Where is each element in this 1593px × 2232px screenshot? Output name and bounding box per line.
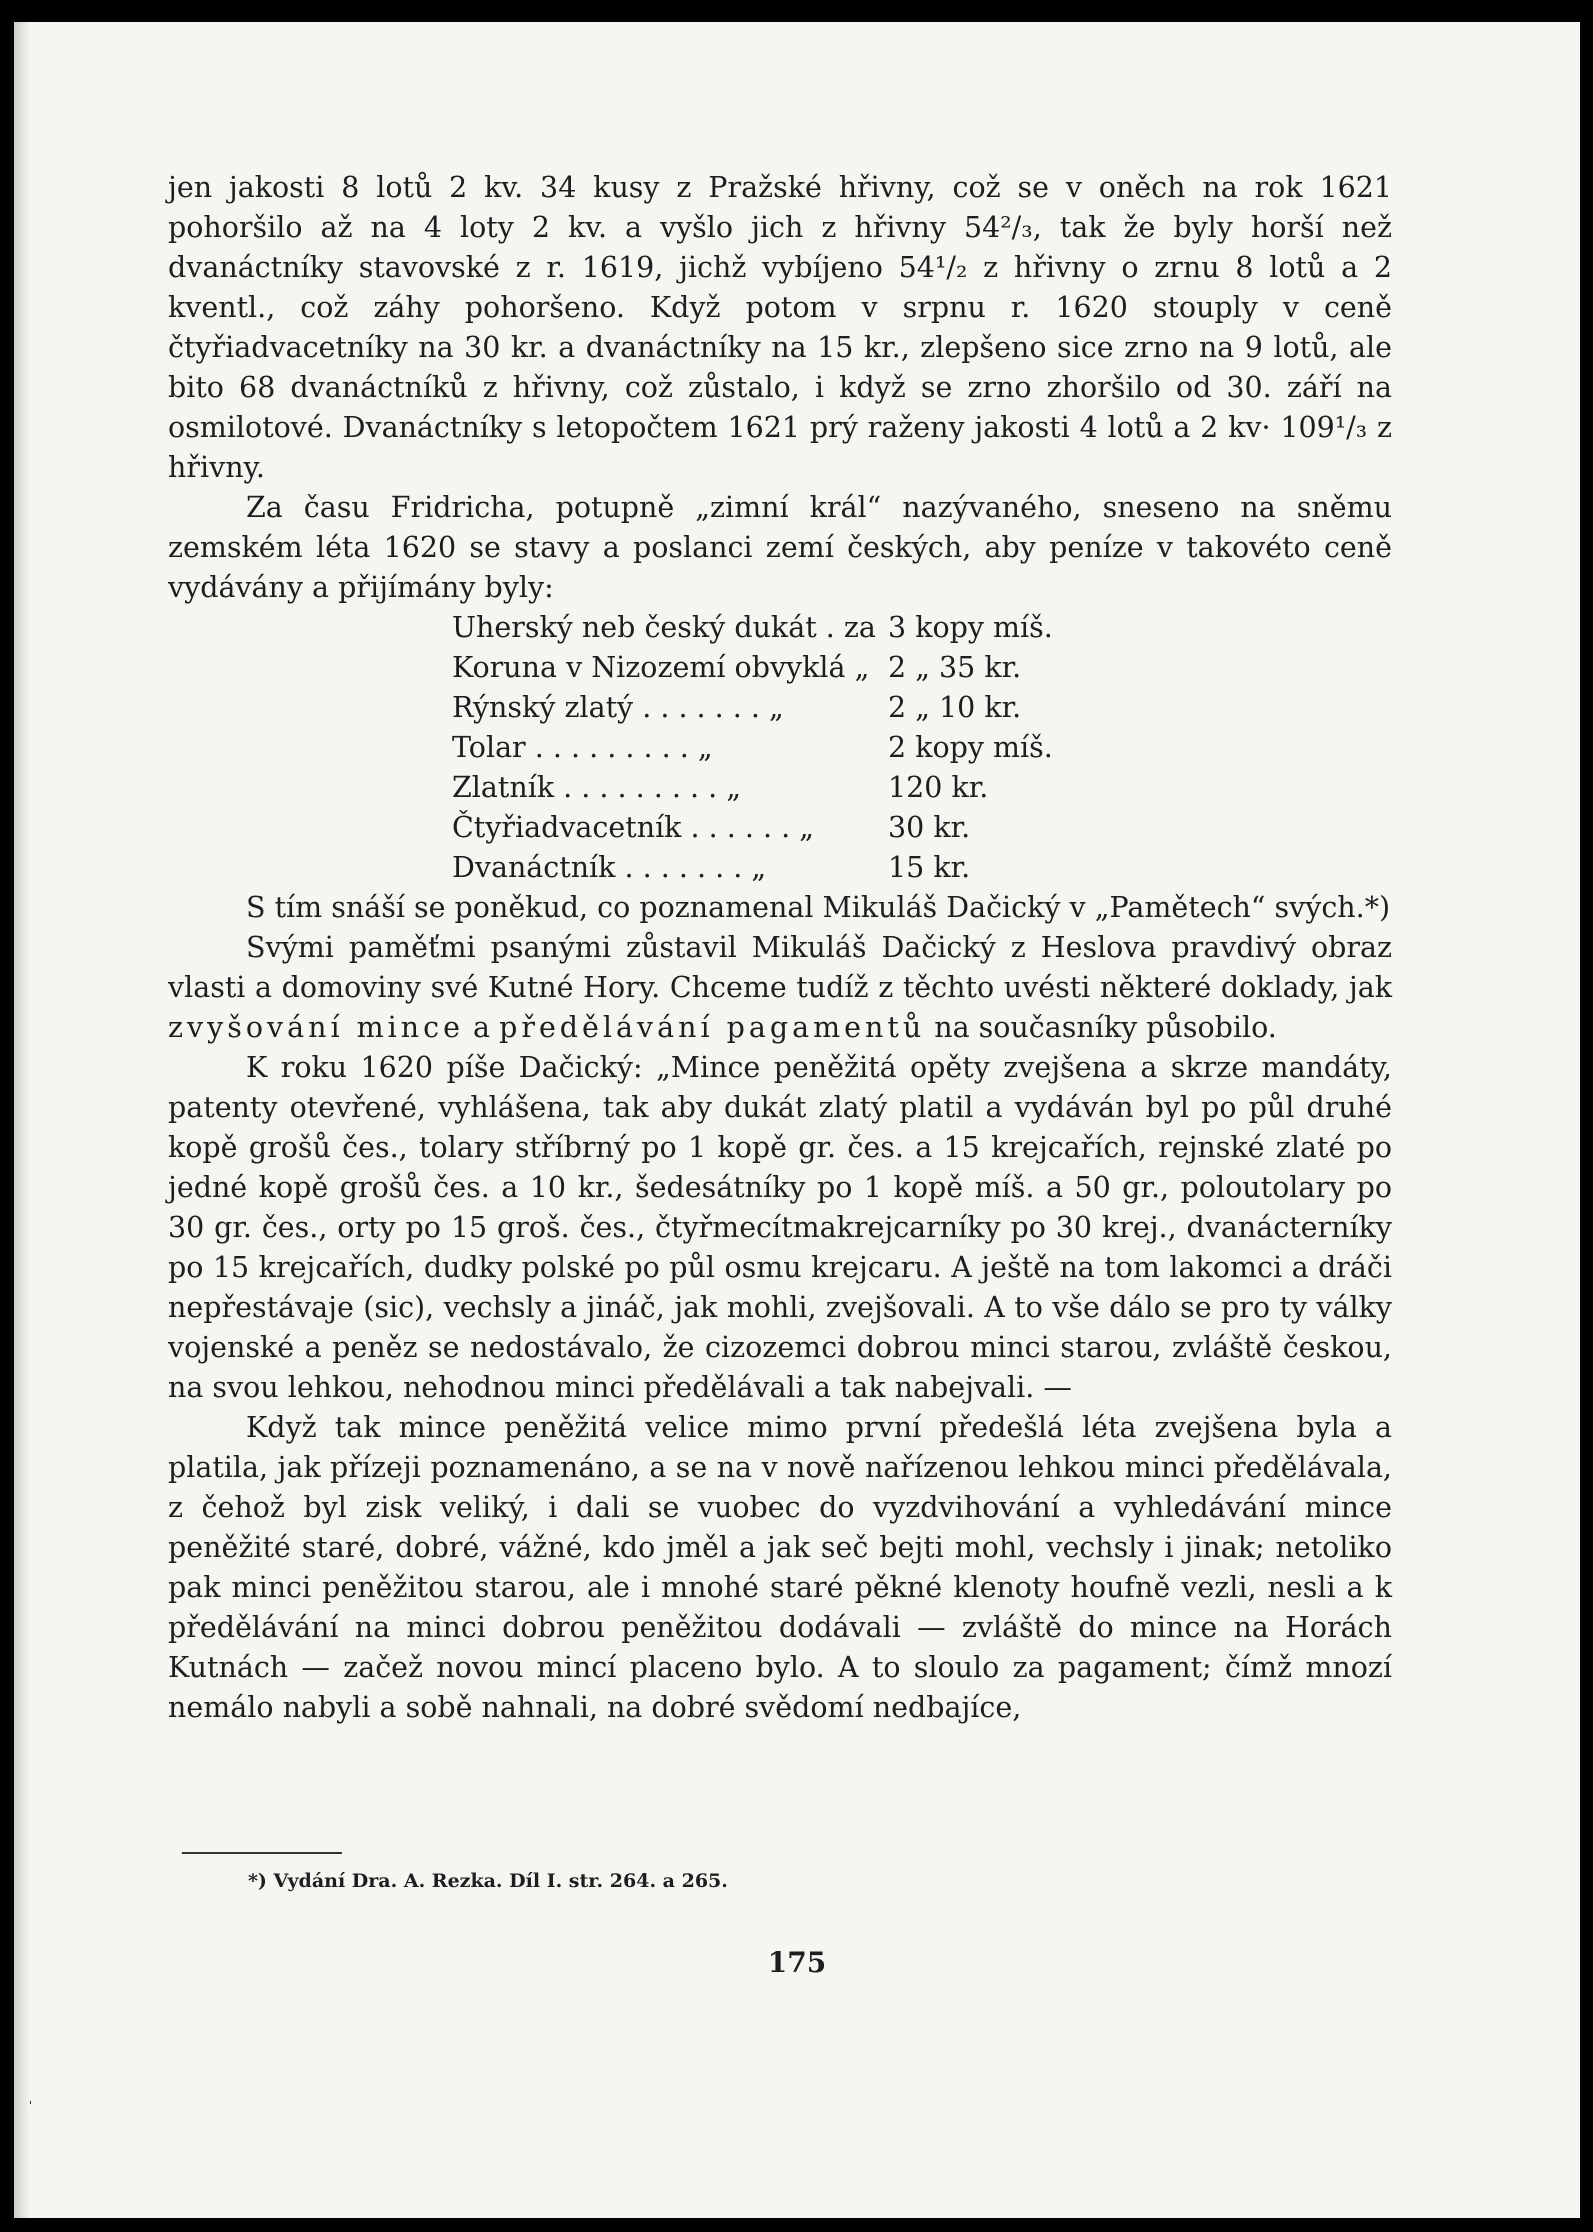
paragraph-memoirs	[168, 928, 1392, 1048]
price-row	[452, 768, 1053, 808]
paragraph-year-1620: K roku 1620 píše Dačický: „Mince peněžitá opěty zvejšena a skrze mandáty, patenty otevřené, vyhlášena, tak aby dukát zlatý platil a vydáván byl po půl druhé kopě grošů čes., tolary stříbrný po 1 kopě gr. čes. a 15 krejcařích, rejnské zlaté po jedné kopě grošů čes. a 10 kr., šedesátníky po 1 kopě míš. a 50 gr., poloutolary po 30 gr. čes., orty po 15 groš. čes., čtyřmecítmakrejcarníky po 30 krej., dvanácterníky po 15 krejcařích, dudky polské po půl osmu krejcaru. A ještě na tom lakomci a dráči nepřestávaje (sic), vechsly a jináč, jak mohli, zvejšovali. A to vše dálo se pro ty války vojenské a peněz se nedostávalo, že cizozemci dobrou minci starou, zvláště českou, na svou lehkou, nehodnou minci předělávali a tak nabejvali. —	[168, 1051, 1392, 1404]
book-page	[14, 22, 1580, 2218]
price-value: 120 kr.	[888, 771, 989, 804]
price-item: Uherský neb český dukát . za	[452, 611, 876, 644]
price-item: Čtyřiadvacetník . . . . . . „	[452, 811, 814, 844]
price-item: Rýnský zlatý . . . . . . . „	[452, 691, 784, 724]
price-table	[452, 608, 1053, 888]
footnote-rule	[182, 1852, 342, 1854]
page-number: 175	[767, 1946, 827, 1979]
price-item: Tolar . . . . . . . . . „	[452, 731, 713, 764]
price-value: 3 kopy míš.	[888, 611, 1053, 644]
price-item: Dvanáctník . . . . . . . „	[452, 851, 767, 884]
page-spine-shadow	[14, 22, 30, 2218]
memoirs-spaced-term-2: předělávání pagamentů	[499, 1011, 926, 1044]
price-value: 2 kopy míš.	[888, 731, 1053, 764]
price-value: 15 kr.	[888, 851, 971, 884]
price-value: 30 kr.	[888, 811, 971, 844]
price-row	[452, 848, 1053, 888]
body-text	[168, 168, 1392, 1728]
price-item: Koruna v Nizozemí obvyklá „	[452, 651, 870, 684]
memoirs-text-after: na současníky působilo.	[925, 1011, 1277, 1044]
price-value: 2 „ 35 kr.	[888, 651, 1022, 684]
price-value: 2 „ 10 kr.	[888, 691, 1022, 724]
price-row	[452, 688, 1053, 728]
memoirs-spaced-term-1: zvyšování mince	[168, 1011, 464, 1044]
price-row	[452, 608, 1053, 648]
paragraph-dacicky-reference: S tím snáší se poněkud, co poznamenal Mikuláš Dačický v „Pamětech“ svých.*)	[246, 891, 1391, 924]
paragraph-fridrich-decree: Za času Fridricha, potupně „zimní král“ nazývaného, sneseno na sněmu zemském léta 1620 se stavy a poslanci zemí českých, aby peníze v takovéto ceně vydávány a přijímány byly:	[168, 491, 1392, 604]
price-row	[452, 808, 1053, 848]
footnote: *) Vydání Dra. A. Rezka. Díl I. str. 264. a 265.	[248, 1870, 728, 1892]
memoirs-text-middle: a	[463, 1011, 500, 1044]
memoirs-text-before: Svými paměťmi psanými zůstavil Mikuláš Dačický z Heslova pravdivý obraz vlasti a domoviny své Kutné Hory. Chceme tudíž z těchto uvésti některé doklady, jak	[168, 931, 1392, 1004]
paragraph-pagament: Když tak mince peněžitá velice mimo první předešlá léta zvejšena byla a platila, jak přízeji poznamenáno, a se na v nově nařízenou lehkou minci předělávala, z čehož byl zisk veliký, i dali se vuobec do vyzdvihování a vyhledávání mince peněžité staré, dobré, vážné, kdo jměl a jak seč bejti mohl, vechsly i jinak; netoliko pak minci peněžitou starou, ale i mnohé staré pěkné klenoty houfně vezli, nesli a k předělávání na minci dobrou peněžitou dodávali — zvláště do mince na Horách Kutnách — začež novou mincí placeno bylo. A to sloulo za pagament; čímž mnozí nemálo nabyli a sobě nahnali, na dobré svědomí nedbajíce,	[168, 1411, 1392, 1724]
price-row	[452, 648, 1053, 688]
price-item: Zlatník . . . . . . . . . „	[452, 771, 741, 804]
price-row	[452, 728, 1053, 768]
paragraph-coin-quality: jen jakosti 8 lotů 2 kv. 34 kusy z Pražské hřivny, což se v oněch na rok 1621 pohoršilo až na 4 loty 2 kv. a vyšlo jich z hřivny 54²/₃, tak že byly horší než dvanáctníky stavovské z r. 1619, jichž vybíjeno 54¹/₂ z hřivny o zrnu 8 lotů a 2 kventl., což záhy pohoršeno. Když potom v srpnu r. 1620 stouply v ceně čtyřiadvacetníky na 30 kr. a dvanáctníky na 15 kr., zlepšeno sice zrno na 9 lotů, ale bito 68 dvanáctníků z hřivny, což zůstalo, i když se zrno zhoršilo od 30. září na osmilotové. Dvanáctníky s letopočtem 1621 prý raženy jakosti 4 lotů a 2 kv· 109¹/₃ z hřivny.	[168, 171, 1392, 484]
